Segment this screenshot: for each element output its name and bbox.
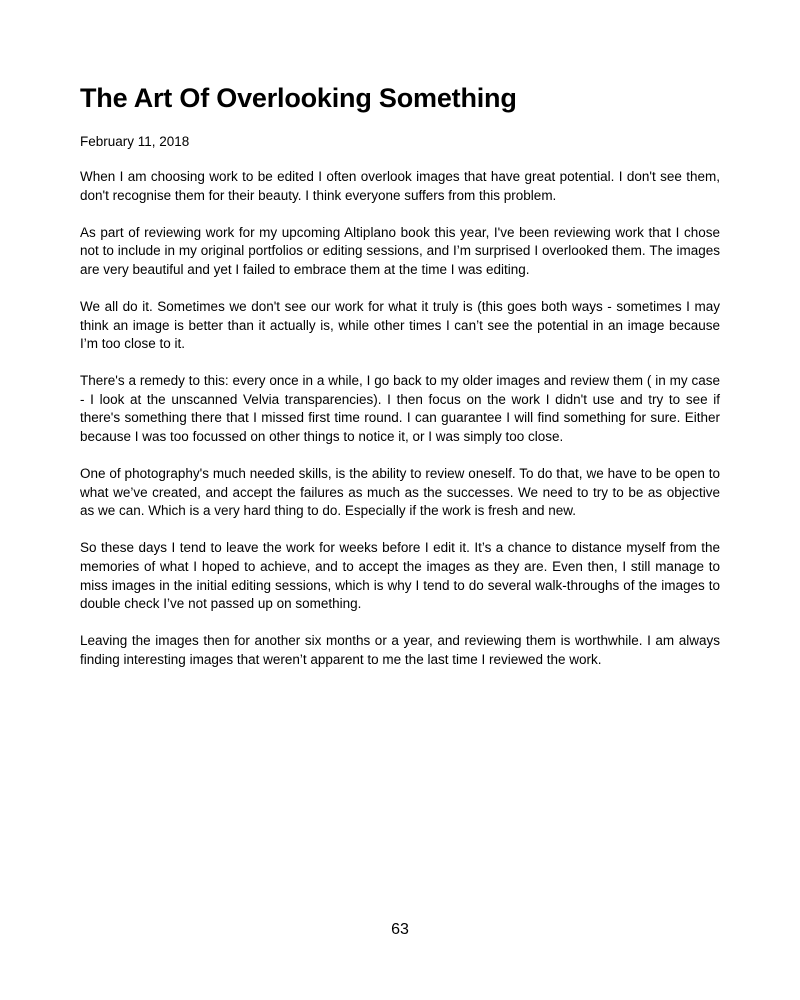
- article-body: [80, 168, 720, 669]
- paragraph: We all do it. Sometimes we don't see our work for what it truly is (this goes both ways - sometimes I may think an image is better than it actually is, while other times I can’t see the potential in an image because I’m too close to it.: [80, 298, 720, 352]
- paragraph: Leaving the images then for another six months or a year, and reviewing them is worthwhile. I am always finding interesting images that weren’t apparent to me the last time I reviewed the work.: [80, 633, 720, 667]
- article: [80, 80, 720, 688]
- paragraph: When I am choosing work to be edited I often overlook images that have great potential. I don't see them, don't recognise them for their beauty. I think everyone suffers from this problem.: [80, 169, 720, 203]
- paragraph: As part of reviewing work for my upcoming Altiplano book this year, I've been reviewing work that I chose not to include in my original portfolios or editing sessions, and I’m surprised I overlooked them. The images are very beautiful and yet I failed to embrace them at the time I was editing.: [80, 224, 720, 277]
- article-date: February 11, 2018: [80, 134, 190, 149]
- paragraph: There's a remedy to this: every once in a while, I go back to my older images and review them ( in my case - I look at the unscanned Velvia transparencies). I then focus on the work I didn't use and try to see if there's something there that I missed first time round. I can guarantee I will find something for sure. Either because I was too focussed on other things to notice it, or I was simply too close.: [80, 373, 720, 445]
- paragraph: One of photography's much needed skills, is the ability to review oneself. To do that, we have to be open to what we’ve created, and accept the failures as much as the successes. We need to try to be as objective as we can. Which is a very hard thing to do. Especially if the work is fresh and new.: [80, 466, 720, 519]
- page-title: The Art Of Overlooking Something: [80, 83, 517, 113]
- paragraph: So these days I tend to leave the work for weeks before I edit it. It’s a chance to distance myself from the memories of what I hoped to achieve, and to accept the images as they are. Even then, I still manage to miss images in the initial editing sessions, which is why I tend to do several walk-throughs of the images to double check I’ve not passed up on something.: [80, 540, 720, 612]
- page-number: 63: [391, 921, 409, 938]
